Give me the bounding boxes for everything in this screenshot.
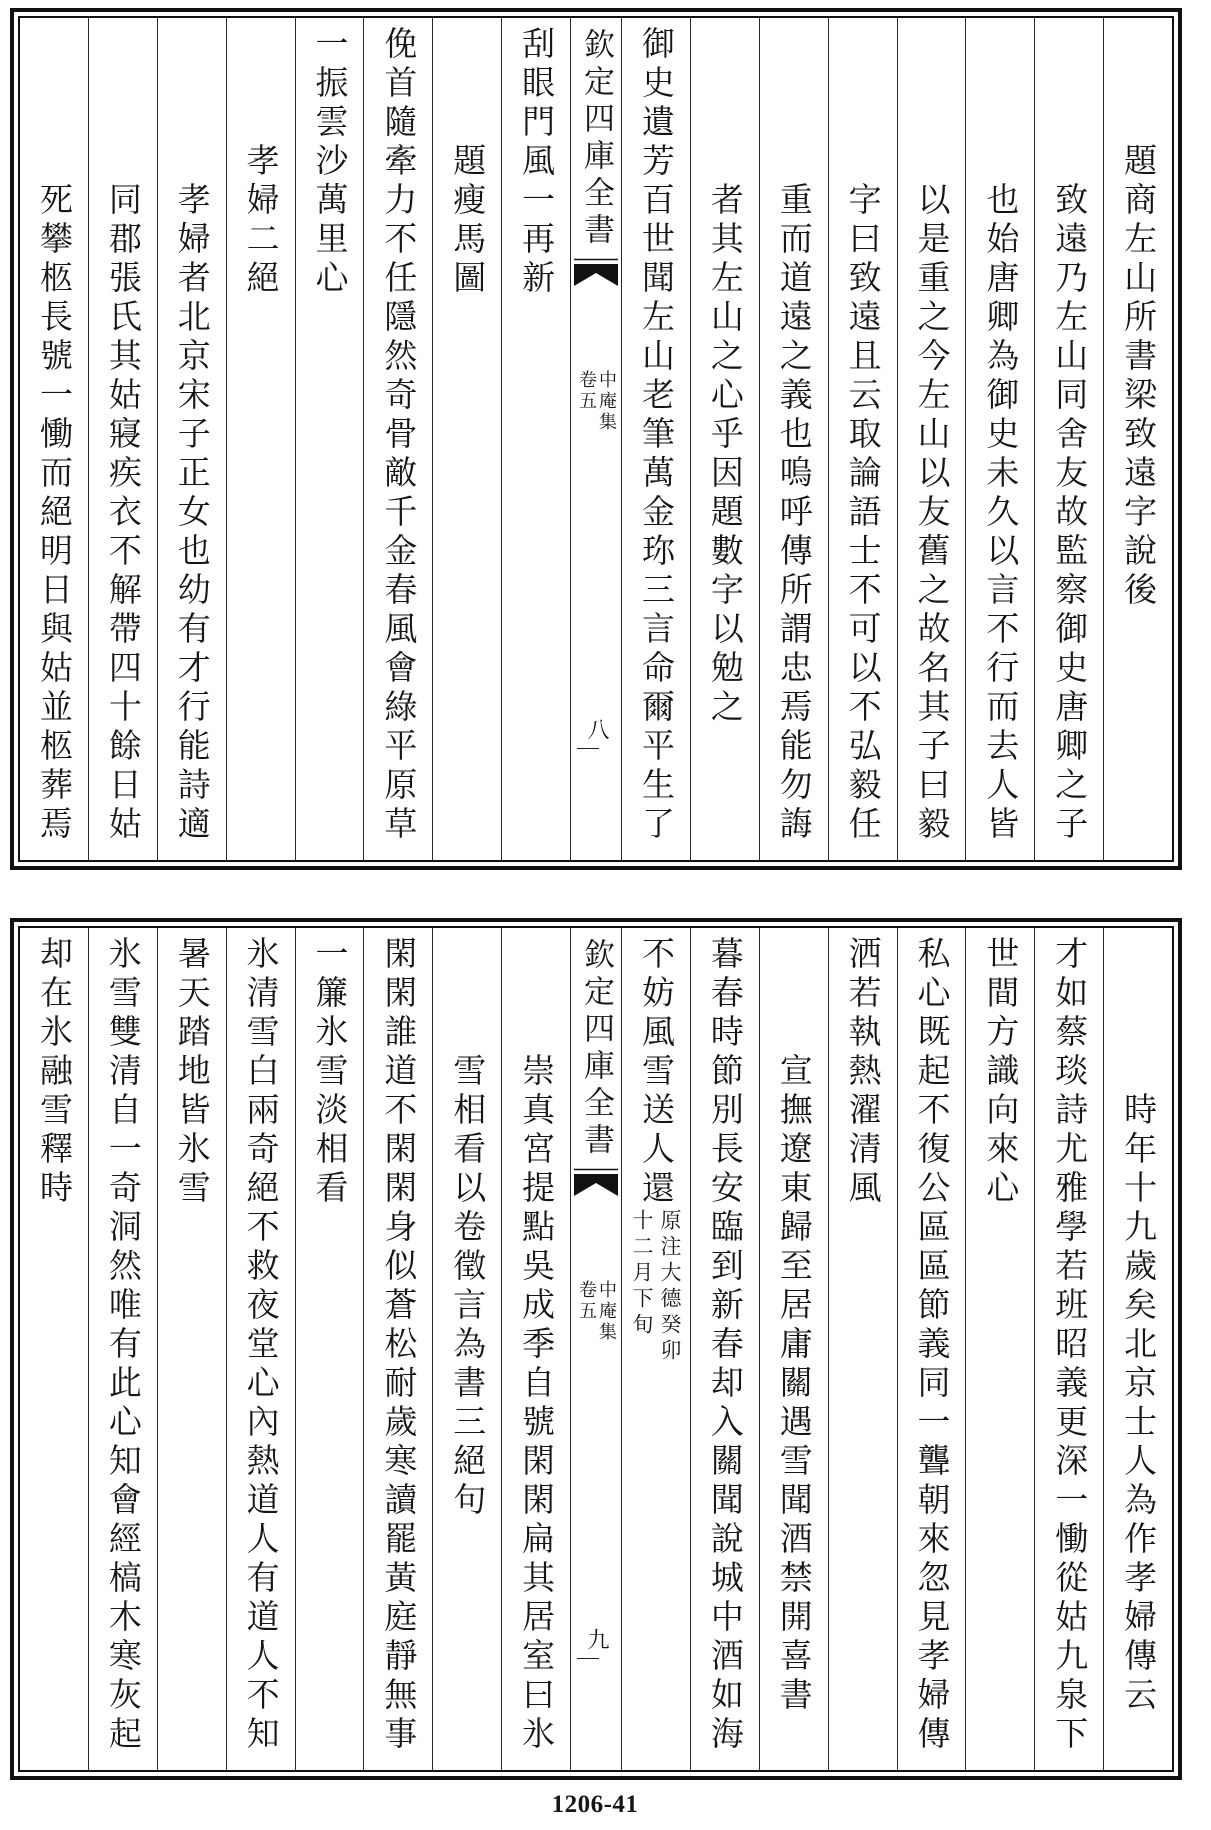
poem-line: 閑閑誰道不閑閑身似蒼松耐歲寒讀罷黃庭靜無事 — [379, 936, 419, 1755]
poem-line: 不妨風雪送人還 — [636, 936, 676, 1209]
poem-line: 俛首隨牽力不任隱然奇骨敵千金春風會綠平原草 — [379, 26, 419, 845]
section-title: 雪相看以卷徵言為書三絕句 — [448, 1053, 488, 1521]
text-column — [1034, 18, 1103, 860]
text-column — [501, 928, 570, 1770]
series-title: 欽定四庫全書 — [578, 938, 614, 1160]
text-column — [828, 18, 897, 860]
column-text: 死攀柩長號一慟而絕明日與姑並柩葬焉 — [34, 182, 74, 845]
annotation-line: 原注大德癸卯 — [657, 1209, 682, 1365]
text-column — [226, 928, 295, 1770]
poem-line: 御史遺芳百世聞左山老筆萬金珎三言命爾平生了 — [636, 26, 676, 845]
bottom-page-columns — [18, 926, 1174, 1772]
text-column — [759, 18, 828, 860]
text-column — [897, 18, 966, 860]
text-column — [965, 928, 1034, 1770]
text-column — [88, 18, 157, 860]
poem-line: 一振雲沙萬里心 — [310, 26, 350, 299]
poem-line: 氷雪雙清自一奇洞然唯有此心知會經槁木寒灰起 — [103, 936, 143, 1755]
column-text: 字曰致遠且云取論語士不可以不弘毅任 — [843, 182, 883, 845]
text-column — [965, 18, 1034, 860]
banxin-center-column — [570, 18, 621, 860]
poem-line: 氷清雪白兩奇絕不救夜堂心內熱道人有道人不知 — [241, 936, 281, 1755]
text-column — [20, 18, 88, 860]
section-title: 宣撫遼東歸至居庸關遇雪聞酒禁開喜書 — [774, 1053, 814, 1716]
book-title: 中庵集 — [596, 370, 617, 433]
text-column — [157, 18, 226, 860]
juan-label: 卷五 — [576, 1280, 597, 1322]
annotation-line: 十二月下旬 — [629, 1209, 654, 1339]
text-column — [295, 928, 364, 1770]
book-info — [575, 370, 617, 460]
column-text: 重而道遠之義也嗚呼傳所謂忠焉能勿誨 — [774, 182, 814, 845]
poem-line: 才如蔡琰詩尤雅學若班昭義更深一慟從姑九泉下 — [1050, 936, 1090, 1755]
series-title: 欽定四庫全書 — [578, 28, 614, 250]
top-page-columns — [18, 16, 1174, 862]
banxin-center-column — [570, 928, 621, 1770]
text-column — [1103, 928, 1172, 1770]
text-column — [690, 928, 759, 1770]
fishtail-ornament — [574, 1168, 618, 1198]
annotation-note — [629, 1209, 683, 1379]
poem-line: 私心既起不復公區區節義同一聾朝來忽見孝婦傳 — [912, 936, 952, 1755]
column-text: 致遠乃左山同舍友故監察御史唐卿之子 — [1050, 182, 1090, 845]
column-text: 時年十九歲矣北京士人為作孝婦傳云 — [1119, 1092, 1159, 1716]
text-column — [295, 18, 364, 860]
text-column — [432, 928, 501, 1770]
text-column — [501, 18, 570, 860]
text-column — [897, 928, 966, 1770]
column-text: 同郡張氏其姑寢疾衣不解帶四十餘日姑 — [103, 182, 143, 845]
text-column — [432, 18, 501, 860]
text-column — [363, 18, 432, 860]
text-column — [759, 928, 828, 1770]
book-title: 中庵集 — [596, 1280, 617, 1343]
text-column — [828, 928, 897, 1770]
top-page-panel — [10, 8, 1182, 870]
folio-rule — [577, 748, 599, 749]
text-column — [621, 18, 690, 860]
poem-line: 刮眼門風一再新 — [517, 26, 557, 299]
poem-line: 世間方識向來心 — [981, 936, 1021, 1209]
text-column — [1103, 18, 1172, 860]
page-number: 1206-41 — [551, 1791, 639, 1818]
text-column — [1034, 928, 1103, 1770]
column-text: 也始唐卿為御史未久以言不行而去人皆 — [981, 182, 1021, 845]
column-text: 者其左山之心乎因題數字以勉之 — [705, 182, 745, 728]
text-column — [20, 928, 88, 1770]
column-text: 以是重之今左山以友舊之故名其子曰毅 — [912, 182, 952, 845]
bottom-page-panel — [10, 918, 1182, 1780]
text-column — [157, 928, 226, 1770]
juan-label: 卷五 — [576, 370, 597, 412]
section-title: 題商左山所書梁致遠字說後 — [1119, 143, 1159, 611]
text-column — [363, 928, 432, 1770]
folio-rule — [577, 1658, 599, 1659]
poem-line: 却在氷融雪釋時 — [34, 936, 74, 1209]
text-column — [690, 18, 759, 860]
folio-number: 九 — [584, 1628, 609, 1650]
text-column — [88, 928, 157, 1770]
book-info — [575, 1280, 617, 1370]
section-title: 崇真宮提點吳成季自號閑閑扁其居室曰氷 — [517, 1053, 557, 1755]
poem-line: 洒若執熱濯清風 — [843, 936, 883, 1209]
poem-line: 暮春時節別長安臨到新春却入關聞說城中酒如海 — [705, 936, 745, 1755]
poem-line: 一簾氷雪淡相看 — [310, 936, 350, 1209]
text-column — [226, 18, 295, 860]
fishtail-ornament — [574, 258, 618, 288]
section-title: 題瘦馬圖 — [448, 143, 488, 299]
column-text: 孝婦者北京宋子正女也幼有才行能詩適 — [172, 182, 212, 845]
folio-number: 八 — [584, 718, 609, 740]
text-column — [621, 928, 690, 1770]
poem-line: 暑天踏地皆氷雪 — [172, 936, 212, 1209]
section-title: 孝婦二絕 — [241, 143, 281, 299]
